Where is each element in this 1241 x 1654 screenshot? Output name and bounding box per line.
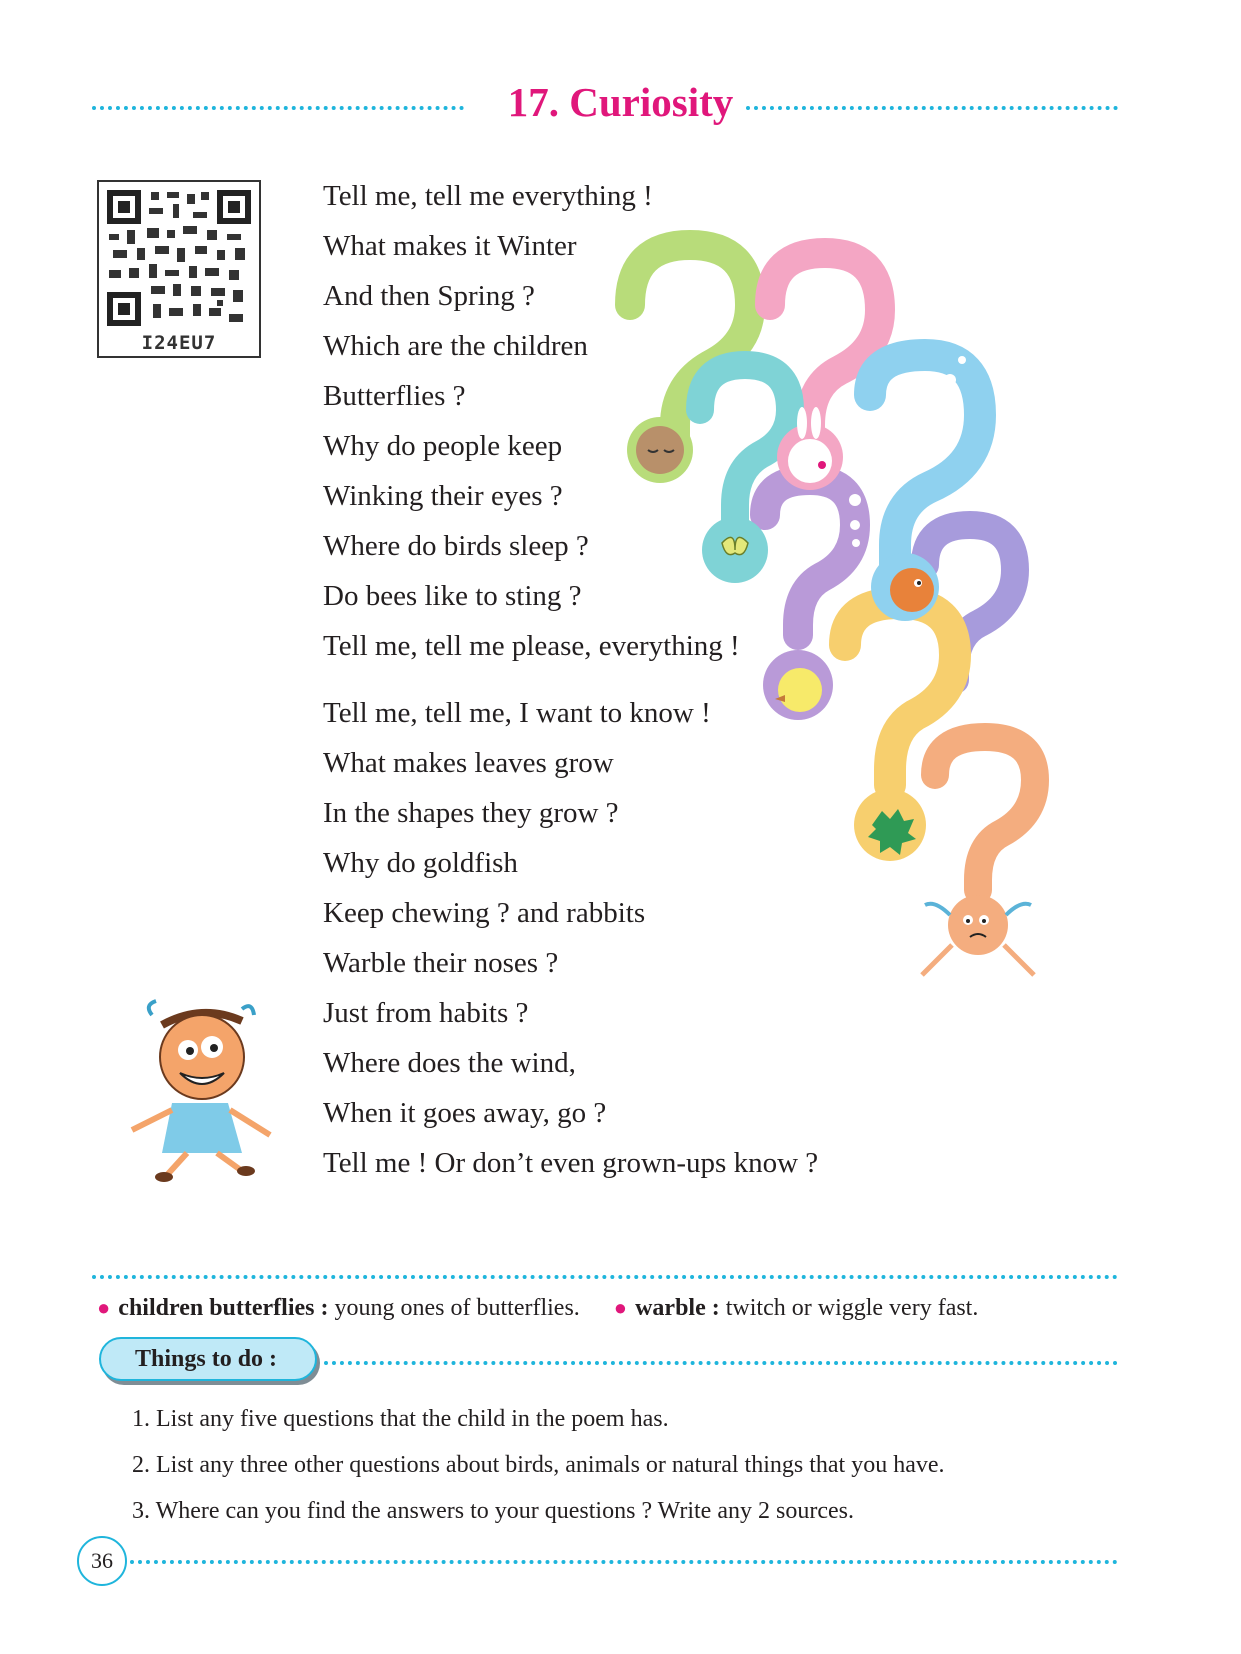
- qr-code-label: I24EU7: [141, 332, 217, 354]
- page-number: 36: [77, 1536, 127, 1586]
- poem-line: Warble their noses ?: [323, 947, 559, 979]
- poem-line: Just from habits ?: [323, 997, 529, 1029]
- page-title: 17. Curiosity: [507, 79, 734, 125]
- footer-rule: [130, 1560, 1118, 1564]
- title-rule-right: [746, 106, 1118, 110]
- glossary-definition: twitch or wiggle very fast.: [725, 1295, 979, 1321]
- poem-line: Tell me ! Or don’t even grown-ups know ?: [323, 1147, 819, 1179]
- poem-line: What makes leaves grow: [323, 747, 614, 779]
- glossary-term: warble :: [635, 1295, 720, 1321]
- poem-line: Tell me, tell me please, everything !: [323, 630, 740, 662]
- poem-line: Keep chewing ? and rabbits: [323, 897, 646, 929]
- poem-line: Which are the children: [323, 330, 588, 362]
- poem-line: Where do birds sleep ?: [323, 530, 589, 562]
- glossary-rule: [92, 1275, 1118, 1279]
- glossary: [97, 1295, 978, 1322]
- poem-line: Why do goldfish: [323, 847, 518, 879]
- poem-line: Tell me, tell me, I want to know !: [323, 697, 711, 729]
- poem-line: And then Spring ?: [323, 280, 535, 312]
- glossary-term: children butterflies :: [118, 1295, 329, 1321]
- poem-line: Winking their eyes ?: [323, 480, 563, 512]
- qr-pattern: [107, 190, 251, 326]
- poem-line: Butterflies ?: [323, 380, 466, 412]
- poem-line: Tell me, tell me everything !: [323, 180, 653, 212]
- poem-line: In the shapes they grow ?: [323, 797, 619, 829]
- task-item: 3. Where can you find the answers to your questions ? Write any 2 sources.: [132, 1498, 854, 1524]
- glossary-definition: young ones of butterflies.: [334, 1295, 580, 1321]
- poem-line: What makes it Winter: [323, 230, 577, 262]
- things-to-do-label: Things to do :: [99, 1337, 317, 1381]
- poem-line: Why do people keep: [323, 430, 563, 462]
- task-item: 1. List any five questions that the child in the poem has.: [132, 1406, 669, 1432]
- poem-line: Where does the wind,: [323, 1047, 576, 1079]
- poem-line: When it goes away, go ?: [323, 1097, 607, 1129]
- running-girl-icon: [112, 995, 292, 1185]
- things-to-do-rule: [324, 1361, 1118, 1365]
- poem-line: Do bees like to sting ?: [323, 580, 582, 612]
- bullet-icon: ●: [97, 1295, 111, 1320]
- bullet-icon: ●: [613, 1295, 628, 1320]
- task-item: 2. List any three other questions about birds, animals or natural things that you have.: [132, 1452, 945, 1478]
- qr-code-icon: [97, 180, 261, 358]
